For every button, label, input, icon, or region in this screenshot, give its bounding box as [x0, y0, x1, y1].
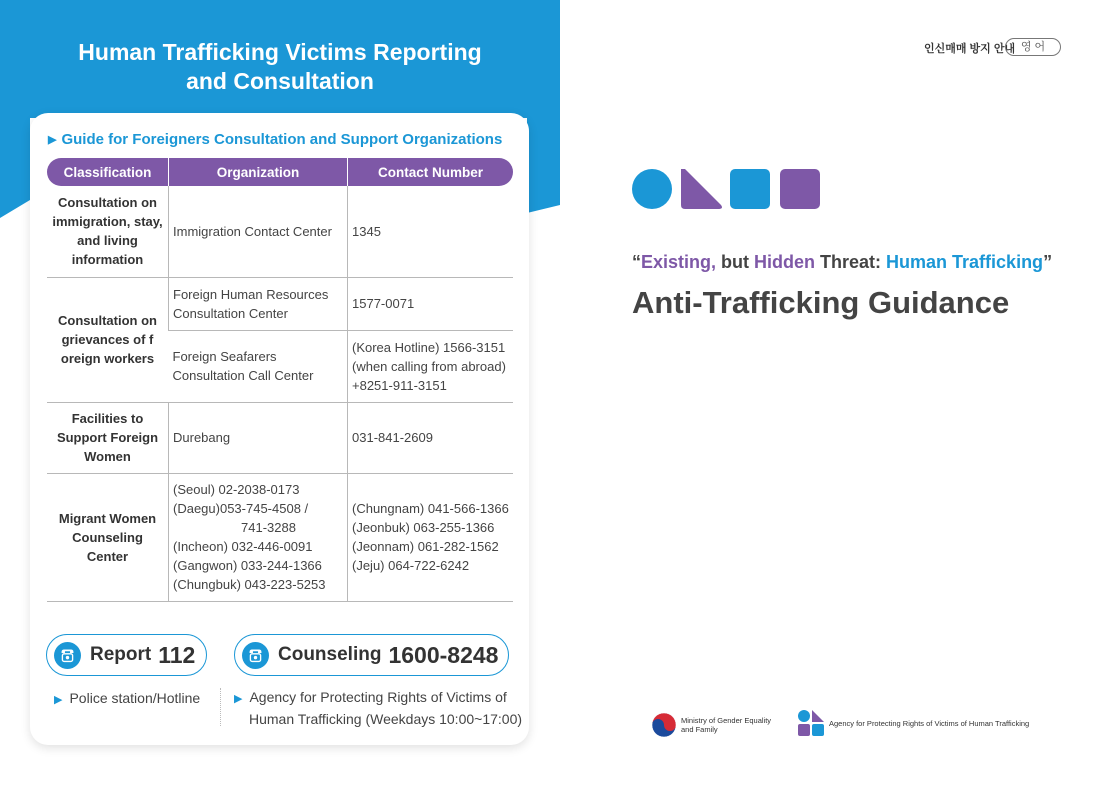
- contact-cell: 1577-0071: [348, 277, 514, 330]
- table-row: [47, 402, 513, 473]
- counseling-number: 1600-8248: [388, 641, 499, 668]
- headline-but: but: [716, 252, 755, 272]
- panel-title-line1: Human Trafficking Victims Reporting: [78, 39, 482, 65]
- table-row: [47, 186, 513, 277]
- square-purple-shape-icon: [780, 169, 820, 209]
- table-header-row: [47, 158, 513, 186]
- organization-cell: Immigration Contact Center: [169, 186, 348, 277]
- classification-cell: Migrant Women Counseling Center: [47, 473, 169, 601]
- contact-cell: [348, 473, 514, 601]
- language-label: 인신매매 방지 안내: [924, 43, 1016, 55]
- org-line: (Incheon) 032-446-0091: [173, 539, 313, 554]
- counseling-badge: [234, 634, 509, 676]
- contact-line: (Jeonbuk) 063-255-1366: [352, 520, 495, 535]
- report-label: Report: [90, 644, 152, 665]
- contact-line: (Jeju) 064-722-6242: [352, 558, 470, 573]
- triangle-shape-icon: [681, 169, 722, 209]
- org-line: (Seoul) 02-2038-0173: [173, 482, 300, 497]
- triangle-bullet-icon: ▶: [48, 134, 57, 146]
- org-line: (Gangwon) 033-244-1366: [173, 558, 322, 573]
- contact-line: (Chungnam) 041-566-1366: [352, 501, 509, 516]
- classification-cell: Consultation on immigration, stay, and living information: [47, 186, 169, 277]
- agency-logo: [797, 709, 1029, 737]
- panel-title: [40, 38, 520, 96]
- organization-table: [47, 158, 513, 602]
- counseling-note-line2: Human Trafficking (Weekdays 10:00~17:00): [249, 711, 523, 727]
- org-line: 741-3288: [241, 520, 296, 535]
- contact-line: (Jeonnam) 061-282-1562: [352, 539, 499, 554]
- quote-open: “: [632, 252, 641, 272]
- report-note: [54, 688, 200, 710]
- header-contact: Contact Number: [348, 158, 514, 186]
- contact-cell: [348, 330, 514, 402]
- agency-logo-icon: [797, 709, 825, 737]
- phone-icon: [242, 642, 269, 669]
- org-line: (Daegu)053-745-4508 /: [173, 501, 309, 516]
- triangle-bullet-icon: ▶: [54, 694, 63, 706]
- org-line: (Chungbuk) 043-223-5253: [173, 577, 326, 592]
- triangle-bullet-icon: ▶: [234, 693, 243, 705]
- guidance-title: Anti-Trafficking Guidance: [632, 285, 1010, 320]
- headline: [632, 252, 1052, 273]
- guide-title: [48, 131, 502, 148]
- square-blue-shape-icon: [730, 169, 770, 209]
- headline-topic: Human Trafficking: [886, 252, 1044, 272]
- ministry-logo: [651, 712, 781, 738]
- note-divider: [220, 688, 221, 726]
- contact-line: (Korea Hotline) 1566-3151: [352, 339, 506, 355]
- guide-title-text: Guide for Foreigners Consultation and Support Organizations: [61, 131, 503, 148]
- headline-existing: Existing,: [641, 252, 717, 272]
- classification-cell: Consultation on grievances of f oreign workers: [47, 277, 169, 402]
- headline-threat: Threat:: [815, 252, 887, 272]
- table-row: [47, 277, 513, 330]
- contact-cell: 1345: [348, 186, 514, 277]
- report-note-text: Police station/Hotline: [69, 690, 201, 706]
- header-classification: Classification: [47, 158, 169, 186]
- report-badge: [46, 634, 207, 676]
- quote-close: ”: [1043, 252, 1053, 272]
- ministry-name-line1: Ministry of Gender Equality: [681, 716, 772, 725]
- organization-cell: [169, 473, 348, 601]
- organization-cell: Durebang: [169, 402, 348, 473]
- counseling-label: Counseling: [278, 644, 382, 665]
- organization-cell: Foreign Seafarers Consultation Call Center: [169, 330, 348, 402]
- report-number: 112: [158, 641, 196, 668]
- contact-cell: 031-841-2609: [348, 402, 514, 473]
- header-organization: Organization: [169, 158, 348, 186]
- brand-shapes: [632, 168, 822, 212]
- ministry-name-line2: and Family: [681, 725, 718, 734]
- table-row: [47, 473, 513, 601]
- organization-cell: Foreign Human Resources Consultation Center: [169, 277, 348, 330]
- agency-name: Agency for Protecting Rights of Victims of Human Trafficking: [829, 718, 1030, 728]
- contact-line: (when calling from abroad): [352, 358, 506, 374]
- language-badge: 영 어: [1005, 38, 1061, 56]
- circle-shape-icon: [632, 169, 672, 209]
- contact-line: +8251-911-3151: [352, 377, 447, 393]
- counseling-note-line1: Agency for Protecting Rights of Victims of: [249, 689, 507, 705]
- counseling-note: [234, 687, 522, 729]
- headline-hidden: Hidden: [754, 252, 816, 272]
- panel-title-line2: and Consultation: [186, 68, 374, 94]
- phone-icon: [54, 642, 81, 669]
- taegeuk-logo-icon: [651, 712, 677, 738]
- classification-cell: Facilities to Support Foreign Women: [47, 402, 169, 473]
